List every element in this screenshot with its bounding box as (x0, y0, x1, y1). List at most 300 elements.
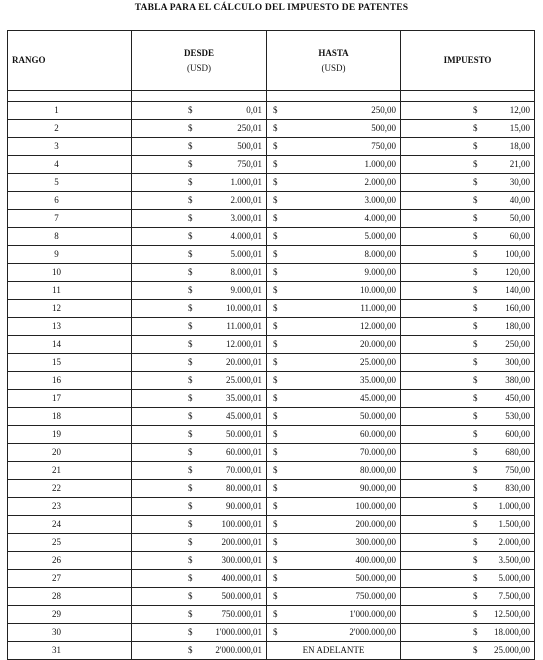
currency-symbol: $ (273, 159, 278, 169)
cell-impuesto (401, 192, 535, 210)
impuesto-value: 50,00 (509, 213, 530, 223)
cell-impuesto (401, 282, 535, 300)
currency-symbol: $ (273, 411, 278, 421)
table-row (8, 210, 535, 228)
header-desde-label: DESDE (183, 47, 214, 58)
cell-rango: 8 (8, 228, 132, 246)
document-title: TABLA PARA EL CÁLCULO DEL IMPUESTO DE PATENTES (134, 3, 409, 13)
impuesto-value: 7.500,00 (498, 591, 530, 601)
table-row (8, 336, 535, 354)
cell-impuesto (401, 300, 535, 318)
table-row (8, 300, 535, 318)
cell-rango: 5 (8, 174, 132, 192)
hasta-value: 20.000,00 (360, 339, 396, 349)
currency-symbol: $ (273, 627, 278, 637)
cell-rango: 30 (8, 624, 132, 642)
currency-symbol: $ (188, 537, 193, 547)
currency-symbol: $ (188, 105, 193, 115)
cell-desde (132, 588, 267, 606)
currency-symbol: $ (473, 591, 478, 601)
currency-symbol: $ (188, 357, 193, 367)
hasta-value: 300.000,00 (355, 537, 396, 547)
currency-symbol: $ (473, 411, 478, 421)
desde-value: 3.000,01 (230, 213, 262, 223)
table-row (8, 534, 535, 552)
cell-impuesto (401, 372, 535, 390)
cell-desde (132, 516, 267, 534)
cell-rango: 24 (8, 516, 132, 534)
cell-impuesto (401, 210, 535, 228)
cell-hasta (267, 426, 401, 444)
cell-impuesto (401, 444, 535, 462)
table-row (8, 552, 535, 570)
cell-desde (132, 174, 267, 192)
cell-rango: 26 (8, 552, 132, 570)
desde-value: 0,01 (246, 105, 262, 115)
cell-desde (132, 336, 267, 354)
impuesto-value: 12,00 (509, 105, 530, 115)
hasta-value: 70.000,00 (360, 447, 396, 457)
currency-symbol: $ (473, 213, 478, 223)
cell-hasta (267, 480, 401, 498)
currency-symbol: $ (188, 321, 193, 331)
cell-desde (132, 192, 267, 210)
desde-value: 9.000,01 (230, 285, 262, 295)
cell-impuesto (401, 102, 535, 120)
cell-hasta (267, 552, 401, 570)
cell-impuesto (401, 516, 535, 534)
hasta-value: 60.000,00 (360, 429, 396, 439)
cell-rango: 1 (8, 102, 132, 120)
impuesto-value: 380,00 (505, 375, 530, 385)
table-row (8, 462, 535, 480)
cell-rango: 18 (8, 408, 132, 426)
currency-symbol: $ (473, 159, 478, 169)
impuesto-value: 18,00 (509, 141, 530, 151)
cell-desde (132, 552, 267, 570)
impuesto-value: 450,00 (505, 393, 530, 403)
cell-rango: 2 (8, 120, 132, 138)
currency-symbol: $ (473, 195, 478, 205)
currency-symbol: $ (273, 213, 278, 223)
cell-rango: 25 (8, 534, 132, 552)
table-row (8, 282, 535, 300)
currency-symbol: $ (273, 555, 278, 565)
desde-value: 5.000,01 (230, 249, 262, 259)
cell-impuesto (401, 588, 535, 606)
hasta-value: 750,00 (371, 141, 396, 151)
currency-symbol: $ (188, 339, 193, 349)
table-row (8, 192, 535, 210)
table-row (8, 642, 535, 660)
cell-impuesto (401, 318, 535, 336)
cell-rango: 10 (8, 264, 132, 282)
spacer-cell (132, 91, 267, 102)
cell-rango: 6 (8, 192, 132, 210)
impuesto-value: 600,00 (505, 429, 530, 439)
currency-symbol: $ (473, 123, 478, 133)
impuesto-value: 250,00 (505, 339, 530, 349)
currency-symbol: $ (273, 249, 278, 259)
hasta-value: 10.000,00 (360, 285, 396, 295)
cell-hasta (267, 336, 401, 354)
currency-symbol: $ (188, 195, 193, 205)
currency-symbol: $ (188, 609, 193, 619)
cell-rango: 16 (8, 372, 132, 390)
cell-desde (132, 264, 267, 282)
currency-symbol: $ (273, 483, 278, 493)
currency-symbol: $ (188, 447, 193, 457)
table-row (8, 174, 535, 192)
cell-impuesto (401, 642, 535, 660)
currency-symbol: $ (473, 177, 478, 187)
impuesto-value: 60,00 (509, 231, 530, 241)
hasta-value: 750.000,00 (355, 591, 396, 601)
currency-symbol: $ (188, 159, 193, 169)
currency-symbol: $ (188, 285, 193, 295)
hasta-value: 90.000,00 (360, 483, 396, 493)
desde-value: 4.000,01 (230, 231, 262, 241)
hasta-value: 200.000,00 (355, 519, 396, 529)
hasta-value: 2.000,00 (364, 177, 396, 187)
desde-value: 10.000,01 (226, 303, 262, 313)
currency-symbol: $ (188, 267, 193, 277)
hasta-value: 1.000,00 (364, 159, 396, 169)
cell-hasta (267, 102, 401, 120)
impuesto-value: 18.000,00 (494, 627, 530, 637)
currency-symbol: $ (188, 213, 193, 223)
currency-symbol: $ (273, 339, 278, 349)
table-row (8, 570, 535, 588)
table-row (8, 516, 535, 534)
currency-symbol: $ (473, 267, 478, 277)
cell-hasta (267, 534, 401, 552)
cell-rango: 27 (8, 570, 132, 588)
cell-desde (132, 354, 267, 372)
currency-symbol: $ (273, 285, 278, 295)
cell-impuesto (401, 120, 535, 138)
cell-hasta (267, 318, 401, 336)
table-row (8, 444, 535, 462)
cell-desde (132, 120, 267, 138)
table-row (8, 588, 535, 606)
currency-symbol: $ (473, 609, 478, 619)
cell-desde (132, 282, 267, 300)
currency-symbol: $ (473, 501, 478, 511)
cell-hasta (267, 408, 401, 426)
cell-impuesto (401, 138, 535, 156)
cell-desde (132, 390, 267, 408)
table-row (8, 120, 535, 138)
hasta-value: 12.000,00 (360, 321, 396, 331)
hasta-value: 25.000,00 (360, 357, 396, 367)
currency-symbol: $ (273, 357, 278, 367)
currency-symbol: $ (473, 357, 478, 367)
impuesto-value: 12.500,00 (494, 609, 530, 619)
currency-symbol: $ (188, 375, 193, 385)
table-row (8, 426, 535, 444)
cell-impuesto (401, 336, 535, 354)
currency-symbol: $ (188, 249, 193, 259)
cell-impuesto (401, 264, 535, 282)
hasta-value: 2'000.000,00 (349, 627, 396, 637)
currency-symbol: $ (188, 555, 193, 565)
impuesto-value: 15,00 (509, 123, 530, 133)
cell-impuesto (401, 480, 535, 498)
currency-symbol: $ (273, 195, 278, 205)
hasta-value: 8.000,00 (364, 249, 396, 259)
table-row (8, 246, 535, 264)
hasta-text: EN ADELANTE (302, 645, 365, 655)
cell-hasta (267, 120, 401, 138)
currency-symbol: $ (273, 231, 278, 241)
currency-symbol: $ (188, 483, 193, 493)
hasta-value: 100.000,00 (355, 501, 396, 511)
cell-hasta (267, 444, 401, 462)
cell-desde (132, 444, 267, 462)
cell-rango: 23 (8, 498, 132, 516)
currency-symbol: $ (188, 123, 193, 133)
impuesto-value: 680,00 (505, 447, 530, 457)
currency-symbol: $ (273, 105, 278, 115)
cell-desde (132, 102, 267, 120)
cell-hasta (267, 462, 401, 480)
table-row (8, 606, 535, 624)
desde-value: 1'000.000,01 (215, 627, 262, 637)
table-row (8, 156, 535, 174)
cell-impuesto (401, 606, 535, 624)
desde-value: 80.000,01 (226, 483, 262, 493)
table-row (8, 480, 535, 498)
currency-symbol: $ (188, 141, 193, 151)
desde-value: 500.000,01 (221, 591, 262, 601)
desde-value: 70.000,01 (226, 465, 262, 475)
cell-hasta (267, 588, 401, 606)
currency-symbol: $ (188, 645, 193, 655)
cell-desde (132, 606, 267, 624)
cell-desde (132, 138, 267, 156)
desde-value: 750.000,01 (221, 609, 262, 619)
impuesto-value: 530,00 (505, 411, 530, 421)
hasta-value: 3.000,00 (364, 195, 396, 205)
currency-symbol: $ (273, 537, 278, 547)
currency-symbol: $ (188, 573, 193, 583)
header-desde-unit: (USD) (187, 62, 211, 73)
cell-desde (132, 426, 267, 444)
impuesto-value: 300,00 (505, 357, 530, 367)
cell-hasta (267, 228, 401, 246)
currency-symbol: $ (273, 591, 278, 601)
cell-hasta (267, 300, 401, 318)
cell-rango: 31 (8, 642, 132, 660)
currency-symbol: $ (188, 411, 193, 421)
cell-rango: 7 (8, 210, 132, 228)
table-row (8, 228, 535, 246)
cell-impuesto (401, 390, 535, 408)
spacer-cell (401, 91, 535, 102)
cell-impuesto (401, 426, 535, 444)
currency-symbol: $ (188, 231, 193, 241)
currency-symbol: $ (473, 573, 478, 583)
table-row (8, 372, 535, 390)
currency-symbol: $ (273, 429, 278, 439)
cell-desde (132, 228, 267, 246)
desde-value: 20.000,01 (226, 357, 262, 367)
cell-desde (132, 300, 267, 318)
currency-symbol: $ (273, 573, 278, 583)
table-row (8, 624, 535, 642)
currency-symbol: $ (473, 339, 478, 349)
desde-value: 2'000.000,01 (215, 645, 262, 655)
hasta-value: 11.000,00 (360, 303, 396, 313)
currency-symbol: $ (473, 231, 478, 241)
currency-symbol: $ (273, 393, 278, 403)
cell-impuesto (401, 228, 535, 246)
desde-value: 12.000,01 (226, 339, 262, 349)
desde-value: 60.000,01 (226, 447, 262, 457)
desde-value: 90.000,01 (226, 501, 262, 511)
currency-symbol: $ (188, 429, 193, 439)
hasta-value: 400.000,00 (355, 555, 396, 565)
desde-value: 35.000,01 (226, 393, 262, 403)
cell-hasta (267, 282, 401, 300)
cell-hasta (267, 192, 401, 210)
desde-value: 300.000,01 (221, 555, 262, 565)
impuesto-value: 5.000,00 (498, 573, 530, 583)
cell-rango: 4 (8, 156, 132, 174)
hasta-value: 45.000,00 (360, 393, 396, 403)
cell-hasta (267, 390, 401, 408)
table-row (8, 138, 535, 156)
tax-table (7, 30, 535, 660)
cell-rango: 21 (8, 462, 132, 480)
hasta-value: 4.000,00 (364, 213, 396, 223)
cell-impuesto (401, 570, 535, 588)
cell-desde (132, 534, 267, 552)
currency-symbol: $ (473, 141, 478, 151)
table-row (8, 354, 535, 372)
cell-desde (132, 318, 267, 336)
cell-impuesto (401, 498, 535, 516)
impuesto-value: 120,00 (505, 267, 530, 277)
currency-symbol: $ (473, 285, 478, 295)
cell-rango: 28 (8, 588, 132, 606)
currency-symbol: $ (473, 429, 478, 439)
currency-symbol: $ (473, 627, 478, 637)
currency-symbol: $ (473, 249, 478, 259)
cell-desde (132, 570, 267, 588)
hasta-value: 1'000.000,00 (349, 609, 396, 619)
impuesto-value: 160,00 (505, 303, 530, 313)
cell-rango: 20 (8, 444, 132, 462)
cell-hasta (267, 570, 401, 588)
cell-hasta (267, 516, 401, 534)
currency-symbol: $ (188, 519, 193, 529)
hasta-value: 50.000,00 (360, 411, 396, 421)
desde-value: 500,01 (237, 141, 262, 151)
currency-symbol: $ (188, 627, 193, 637)
currency-symbol: $ (273, 321, 278, 331)
hasta-value: 80.000,00 (360, 465, 396, 475)
impuesto-value: 750,00 (505, 465, 530, 475)
currency-symbol: $ (473, 645, 478, 655)
cell-impuesto (401, 552, 535, 570)
table-row (8, 390, 535, 408)
cell-desde (132, 210, 267, 228)
hasta-value: 9.000,00 (364, 267, 396, 277)
currency-symbol: $ (473, 555, 478, 565)
spacer-cell (8, 91, 132, 102)
spacer-cell (267, 91, 401, 102)
hasta-value: 500,00 (371, 123, 396, 133)
cell-rango: 22 (8, 480, 132, 498)
currency-symbol: $ (188, 393, 193, 403)
currency-symbol: $ (273, 447, 278, 457)
cell-hasta (267, 606, 401, 624)
currency-symbol: $ (273, 123, 278, 133)
currency-symbol: $ (473, 447, 478, 457)
currency-symbol: $ (188, 177, 193, 187)
currency-symbol: $ (273, 303, 278, 313)
cell-rango: 29 (8, 606, 132, 624)
currency-symbol: $ (273, 375, 278, 385)
impuesto-value: 830,00 (505, 483, 530, 493)
cell-rango: 9 (8, 246, 132, 264)
impuesto-value: 100,00 (505, 249, 530, 259)
impuesto-value: 2.000,00 (498, 537, 530, 547)
spacer-row (8, 91, 535, 102)
table-row (8, 102, 535, 120)
cell-desde (132, 624, 267, 642)
cell-hasta (267, 642, 401, 660)
header-impuesto: IMPUESTO (401, 31, 535, 91)
cell-desde (132, 408, 267, 426)
hasta-value: 35.000,00 (360, 375, 396, 385)
cell-desde (132, 156, 267, 174)
table-header (8, 31, 535, 91)
currency-symbol: $ (273, 141, 278, 151)
cell-hasta (267, 624, 401, 642)
desde-value: 1.000,01 (230, 177, 262, 187)
cell-desde (132, 372, 267, 390)
impuesto-value: 180,00 (505, 321, 530, 331)
cell-rango: 12 (8, 300, 132, 318)
cell-rango: 3 (8, 138, 132, 156)
desde-value: 200.000,01 (221, 537, 262, 547)
cell-rango: 14 (8, 336, 132, 354)
cell-impuesto (401, 462, 535, 480)
currency-symbol: $ (273, 267, 278, 277)
cell-impuesto (401, 246, 535, 264)
currency-symbol: $ (473, 105, 478, 115)
impuesto-value: 40,00 (509, 195, 530, 205)
desde-value: 45.000,01 (226, 411, 262, 421)
desde-value: 100.000,01 (221, 519, 262, 529)
cell-impuesto (401, 534, 535, 552)
desde-value: 750,01 (237, 159, 262, 169)
cell-rango: 17 (8, 390, 132, 408)
currency-symbol: $ (188, 465, 193, 475)
cell-hasta (267, 210, 401, 228)
desde-value: 400.000,01 (221, 573, 262, 583)
cell-desde (132, 246, 267, 264)
desde-value: 25.000,01 (226, 375, 262, 385)
hasta-value: 250,00 (371, 105, 396, 115)
currency-symbol: $ (273, 609, 278, 619)
currency-symbol: $ (188, 501, 193, 511)
currency-symbol: $ (273, 519, 278, 529)
cell-rango: 19 (8, 426, 132, 444)
